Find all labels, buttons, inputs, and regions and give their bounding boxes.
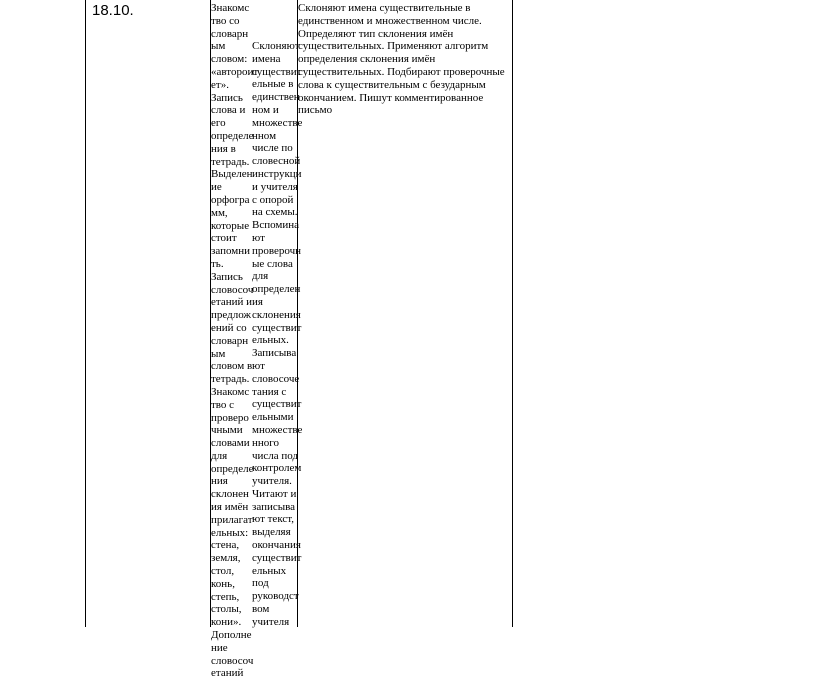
table-border-right (512, 0, 513, 627)
lesson-date: 18.10. (92, 2, 134, 19)
learning-outcomes-cell: Склоняют имена существительные в единственном и множественном числе. Определяют тип склонения имён существительных. Применяют алгоритм определения склонения имён существительных. Подбирают проверочные слова к существительным с безударным окончанием. Пишут комментированное письмо (298, 2, 505, 117)
student-activity-cell: Склоняют имена существит ельные в единствен ном и множестве нном числе по словесной инструкци и учителя с опорой на схемы. Вспомина ют проверочн ые слова для определен ия склонения существит ельных. Записыва ют словосоче тания с существит ельными множестве нного числа под контролем учителя. Читают и записыва ют текст, выделяя окончания существит ельных под руководст вом учителя (252, 40, 303, 628)
table-border-left (85, 0, 86, 627)
lesson-content-cell: Знакомс тво со словарн ым словом: «автороит ет». Запись слова и его определе ния в тетрадь. Выделен ие орфогра мм, которые стоит запомни ть. Запись словосоч етаний и предлож ений со словарн ым словом в тетрадь. Знакомс тво с проверо чными словами для определе ния склонен ия имён прилагат ельных: стена, земля, стол, конь, степь, столы, кони». Дополне ние словосоч етаний (211, 2, 259, 680)
